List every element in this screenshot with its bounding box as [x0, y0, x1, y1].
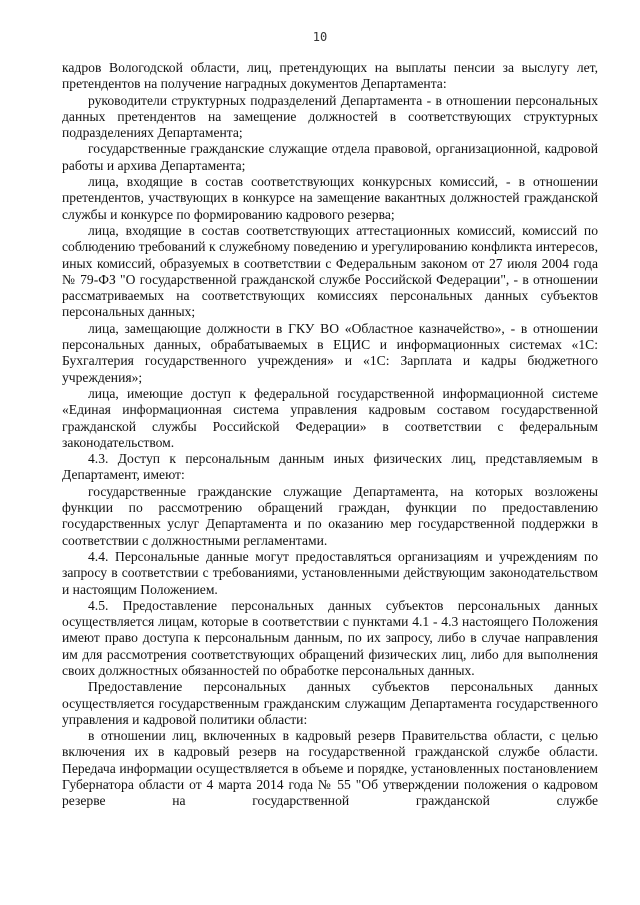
paragraph-section-4-4: 4.4. Персональные данные могут предоставляться организациям и учреждениям по запросу в соответствии с требованиями, установленными действующим законодательством и настоящим Положением.	[62, 548, 598, 597]
paragraph-legal-dept-staff: государственные гражданские служащие отдела правовой, организационной, кадровой работы и архива Департамента;	[62, 141, 598, 173]
paragraph-competition-commissions: лица, входящие в состав соответствующих конкурсных комиссий, - в отношении претендентов, участвующих в конкурсе на замещение вакантных должностей гражданской службы и конкурсе по формированию кадрового резерва;	[62, 174, 598, 222]
paragraph-personnel-reserve: в отношении лиц, включенных в кадровый резерв Правительства области, с целью включения их в кадровый резерв на государственной гражданской службе области. Передача информации осуществляется в объеме и порядке, установленных постановлением Губернатора области от 4 марта 2014 года № 55 "Об утверждении положения о кадровом резерве на государственной гражданской службе	[62, 728, 598, 809]
paragraph-section-4-3: 4.3. Доступ к персональным данным иных физических лиц, представляемым в Департамент, имеют:	[62, 451, 598, 483]
paragraph-treasury-staff: лица, замещающие должности в ГКУ ВО «Областное казначейство», - в отношении персональных данных, обрабатываемых в ЕЦИС и информационных системах «1С: Бухгалтерия государственного учреждения» и «1С: Зарплата и кадры бюджетного учреждения»;	[62, 320, 598, 385]
paragraph-heads-of-units: руководители структурных подразделений Департамента - в отношении персональных данных претендентов на замещение должностей в соответствующих структурных подразделениях Департамента;	[62, 92, 598, 141]
document-body	[62, 60, 598, 810]
paragraph-attestation-commissions: лица, входящие в состав соответствующих аттестационных комиссий, комиссий по соблюдению требований к служебному поведению и урегулированию конфликта интересов, иных комиссий, образуемых в соответствии с Федеральным законом от 27 июля 2004 года № 79-ФЗ "О государственной гражданской службе Российской Федерации", - в отношении рассматриваемых на соответствующих комиссиях персональных данных субъектов персональных данных;	[62, 222, 598, 320]
paragraph-federal-system-access: лица, имеющие доступ к федеральной государственной информационной системе «Единая информационная система управления кадровым составом государственной гражданской службы Российской Федерации» в соответствии с федеральным законодательством.	[62, 385, 598, 450]
paragraph-provision-to-department: Предоставление персональных данных субъектов персональных данных осуществляется государственным гражданским служащим Департамента государственного управления и кадровой политики области:	[62, 679, 598, 727]
page-number: 10	[312, 30, 328, 44]
paragraph-section-4-5: 4.5. Предоставление персональных данных субъектов персональных данных осуществляется лицам, которые в соответствии с пунктами 4.1 - 4.3 настоящего Положения имеют право доступа к персональным данным, по их запросу, либо в случае направления им для рассмотрения соответствующих обращений физических лиц, либо для выполнения своих должностных обязанностей по обработке персональных данных.	[62, 597, 598, 678]
paragraph-civil-servants-appeals: государственные гражданские служащие Департамента, на которых возложены функции по рассмотрению обращений граждан, функции по предоставлению государственных услуг Департамента и по оказанию мер государственной поддержки в соответствии с должностными регламентами.	[62, 483, 598, 548]
paragraph-continuation: кадров Вологодской области, лиц, претендующих на выплаты пенсии за выслугу лет, претендентов на получение наградных документов Департамента:	[62, 60, 598, 92]
